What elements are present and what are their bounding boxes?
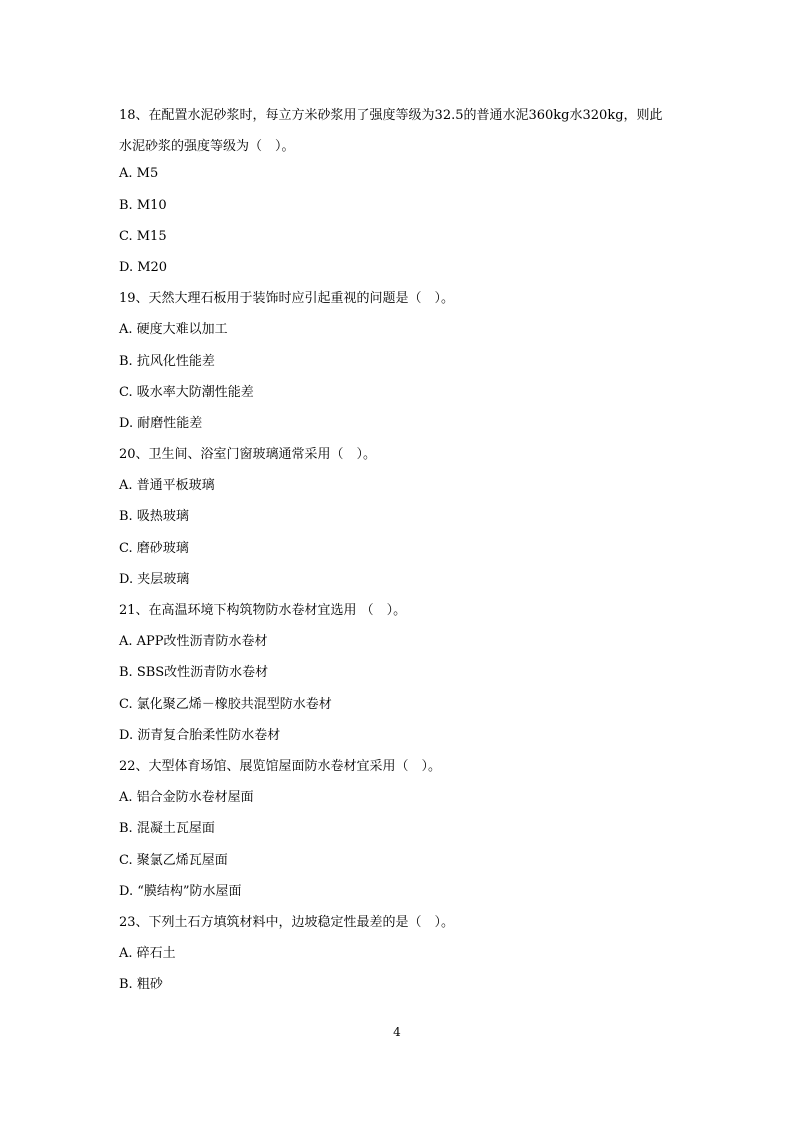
option-c: C. 吸水率大防潮性能差 [119,384,254,400]
option-c: C. 聚氯乙烯瓦屋面 [119,852,228,868]
question-stem: 20、卫生间、浴室门窗玻璃通常采用（ ）。 [119,447,377,463]
option-d: D. M20 [119,259,168,275]
option-b: B. 粗砂 [119,977,163,993]
question-23 [119,911,679,1005]
question-stem: 22、大型体育场馆、展览馆屋面防水卷材宜采用（ ）。 [119,758,442,774]
option-b: B. SBS改性沥青防水卷材 [119,665,269,681]
option-a: A. M5 [119,166,159,182]
option-d: D. 夹层玻璃 [119,571,190,587]
option-a: A. 碎石土 [119,946,176,962]
question-stem: 23、下列土石方填筑材料中，边坡稳定性最差的是（ ）。 [119,914,455,930]
option-b: B. 吸热玻璃 [119,509,189,525]
option-b: B. 混凝土瓦屋面 [119,821,215,837]
option-a: A. 普通平板玻璃 [119,478,215,494]
option-b: B. M10 [119,197,167,213]
question-stem: 18、在配置水泥砂浆时，每立方米砂浆用了强度等级为32.5的普通水泥360kg水320kg，则此水泥砂浆的强度等级为（ ）。 [119,108,663,155]
question-19 [119,287,679,443]
question-stem: 21、在高温环境下构筑物防水卷材宜选用 （ ）。 [119,603,407,619]
question-20 [119,443,679,599]
option-d: D. “膜结构”防水屋面 [119,883,242,899]
option-d: D. 耐磨性能差 [119,415,203,431]
question-21 [119,599,679,755]
option-d: D. 沥青复合胎柔性防水卷材 [119,727,281,743]
question-stem: 19、天然大理石板用于装饰时应引起重视的问题是（ ）。 [119,291,455,307]
question-18 [119,100,679,287]
option-a: A. 硬度大难以加工 [119,322,228,338]
option-a: A. APP改性沥青防水卷材 [119,634,268,650]
option-b: B. 抗风化性能差 [119,353,215,369]
option-a: A. 铝合金防水卷材屋面 [119,790,254,806]
question-list [119,100,679,1004]
option-c: C. 磨砂玻璃 [119,540,189,556]
option-c: C. M15 [119,228,167,244]
option-c: C. 氯化聚乙烯－橡胶共混型防水卷材 [119,696,332,712]
page-number: 4 [393,1025,401,1039]
question-22 [119,755,679,911]
